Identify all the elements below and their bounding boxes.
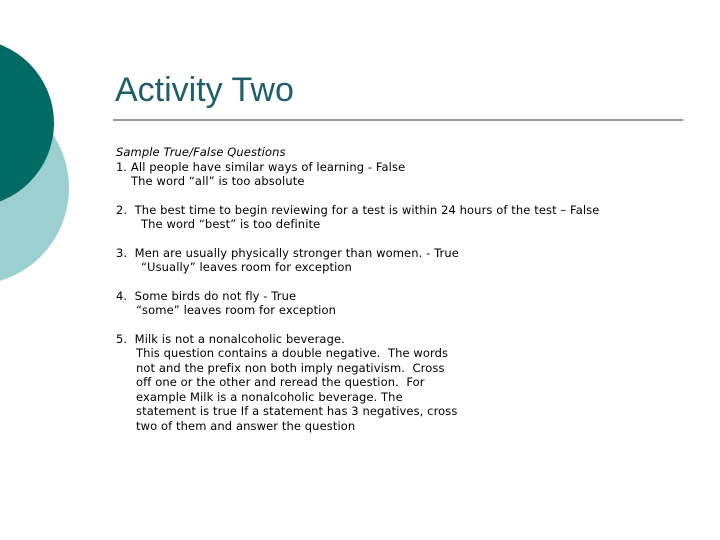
question-text: 5. Milk is not a nonalcoholic beverage. [116,331,345,346]
decorative-circles [0,0,120,300]
question-item [116,332,696,434]
question-note: “Usually” leaves room for exception [141,260,352,274]
question-note: The word “best” is too definite [141,217,321,231]
question-note: statement is true If a statement has 3 negatives, cross [136,404,458,418]
title-divider [113,119,683,121]
question-note: off one or the other and reread the question. For [136,375,425,389]
question-text: 2. The best time to begin reviewing for a test is within 24 hours of the test – False [116,202,600,217]
question-item [116,289,696,318]
question-note: This question contains a double negative. The words [136,346,449,360]
question-item [116,160,696,189]
slide-title: Activity Two [115,71,294,109]
question-text: 1. All people have similar ways of learning - False [116,159,406,174]
question-note: The word “all” is too absolute [131,174,305,188]
question-item [116,246,696,275]
question-note: two of them and answer the question [136,418,356,433]
question-note: example Milk is a nonalcoholic beverage. The [136,389,403,404]
question-item [116,203,696,232]
question-text: 3. Men are usually physically stronger than women. - True [116,245,459,260]
question-note: not and the prefix non both imply negativism. Cross [136,360,445,375]
question-text: 4. Some birds do not fly - True [116,288,297,303]
slide-content [116,145,696,433]
question-note: “some” leaves room for exception [136,303,336,317]
content-heading: Sample True/False Questions [116,145,286,159]
